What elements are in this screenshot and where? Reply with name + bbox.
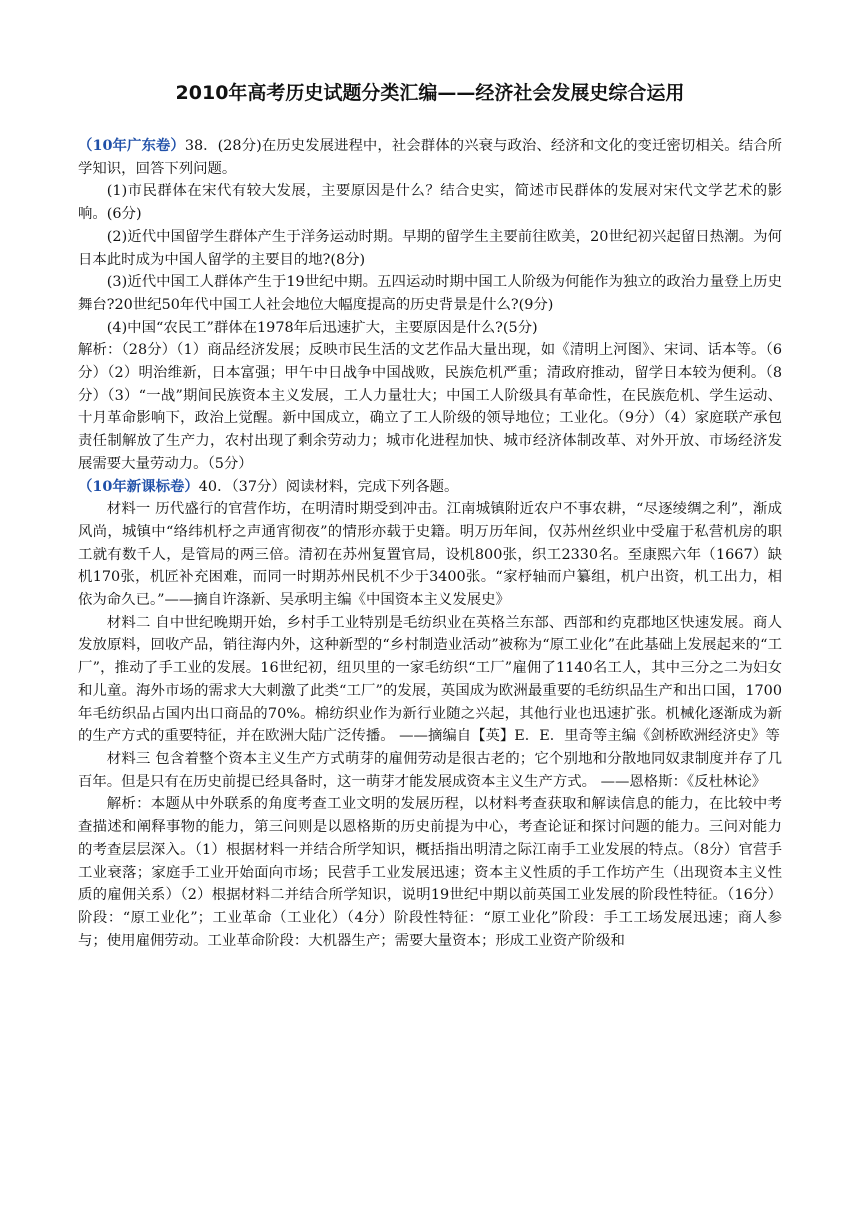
q38-analysis: 解析：（28分）（1）商品经济发展；反映市民生活的文艺作品大量出现，如《清明上河图》、宋词、话本等。（6分）（2）明治维新，日本富强；甲午中日战争中国战败，民族危机严重；清政府推动，留学日本较为便利。（8分）（3）“一战”期间民族资本主义发展，工人力量壮大；中国工人阶级具有革命性，在民族危机、学生运动、十月革命影响下，政治上觉醒。新中国成立，确立了工人阶级的领导地位；工业化。（9分）（4）家庭联产承包责任制解放了生产力，农村出现了剩余劳动力；城市化进程加快、城市经济体制改革、对外开放、市场经济发展需要大量劳动力。（5分） xyxy=(78,342,782,472)
q38-subquestion-1: (1)市民群体在宋代有较大发展，主要原因是什么？结合史实，简述市民群体的发展对宋代文学艺术的影响。(6分) xyxy=(78,183,782,223)
q40-material-3: 材料三 包含着整个资本主义生产方式萌芽的雇佣劳动是很古老的；它个别地和分散地同奴隶制度并存了几百年。但是只有在历史前提已经具备时，这一萌芽才能发展成资本主义生产方式。 ——恩格斯：《反杜林论》 xyxy=(78,750,782,790)
q40-material-1: 材料一 历代盛行的官营作坊，在明清时期受到冲击。江南城镇附近农户不事农耕，“尽逐绫绸之利”，渐成风尚，城镇中“络纬机杼之声通宵彻夜”的情形亦载于史籍。明万历年间，仅苏州丝织业中受雇于私营机房的职工就有数千人，是管局的两三倍。清初在苏州复置官局，设机800张，织工2330名。至康熙六年（1667）缺机170张，机匠补充困难，而同一时期苏州民机不少于3400张。“家杼轴而户纂组，机户出资，机工出力，相依为命久已。”——摘自许涤新、吴承明主编《中国资本主义发展史》 xyxy=(78,501,782,609)
q40-source-tag: （10年新课标卷） xyxy=(78,477,199,495)
q38-intro xyxy=(78,135,782,180)
q40-intro-text: 40．（37分）阅读材料，完成下列各题。 xyxy=(198,478,459,495)
q38-intro-text: 38．(28分)在历史发展进程中，社会群体的兴衰与政治、经济和文化的变迁密切相关。结合所学知识，回答下列问题。 xyxy=(78,138,782,177)
q40-intro xyxy=(78,476,782,499)
document-page xyxy=(78,70,782,952)
q38-source-tag: （10年广东卷） xyxy=(78,137,185,154)
q38-subquestion-4: (4)中国“农民工”群体在1978年后迅速扩大，主要原因是什么?(5分) xyxy=(106,319,538,336)
q40-analysis: 解析：本题从中外联系的角度考查工业文明的发展历程，以材料考查获取和解读信息的能力，在比较中考查描述和阐释事物的能力，第三问则是以恩格斯的历史前提为中心，考查论证和探讨问题的能力。三问对能力的考查层层深入。（1）根据材料一并结合所学知识，概括指出明清之际江南手工业发展的特点。（8分）官营手工业衰落；家庭手工业开始面向市场；民营手工业发展迅速；资本主义性质的手工作坊产生（出现资本主义性质的雇佣关系）（2）根据材料二并结合所学知识，说明19世纪中期以前英国工业发展的阶段性特征。（16分）阶段：“原工业化”；工业革命（工业化）（4分）阶段性特征：“原工业化”阶段：手工工场发展迅速；商人参与；使用雇佣劳动。工业革命阶段：大机器生产；需要大量资本；形成工业资产阶级和 xyxy=(78,796,782,949)
document-title: 2010年高考历史试题分类汇编——经济社会发展史综合运用 xyxy=(175,82,685,104)
q38-subquestion-2: (2)近代中国留学生群体产生于洋务运动时期。早期的留学生主要前往欧美，20世纪初兴起留日热潮。为何日本此时成为中国人留学的主要目的地?(8分) xyxy=(78,228,782,268)
q40-material-2: 材料二 自中世纪晚期开始，乡村手工业特别是毛纺织业在英格兰东部、西部和约克郡地区快速发展。商人发放原料，回收产品，销往海内外，这种新型的“乡村制造业活动”被称为“原工业化”在此基础上发展起来的“工厂”，推动了手工业的发展。16世纪初，纽贝里的一家毛纺织“工厂”雇佣了1140名工人，其中三分之二为妇女和儿童。海外市场的需求大大刺激了此类“工厂”的发展，英国成为欧洲最重要的毛纺织品生产和出口国，1700年毛纺织品占国内出口商品的70%。棉纺织业作为新行业随之兴起，其他行业也迅速扩张。机械化逐渐成为新的生产方式的重要特征，并在欧洲大陆广泛传播。 ——摘编自【英】E．E．里奇等主编《剑桥欧洲经济史》等 xyxy=(78,614,782,745)
q38-subquestion-3: (3)近代中国工人群体产生于19世纪中期。五四运动时期中国工人阶级为何能作为独立的政治力量登上历史舞台?20世纪50年代中国工人社会地位大幅度提高的历史背景是什么?(9分) xyxy=(78,274,782,313)
